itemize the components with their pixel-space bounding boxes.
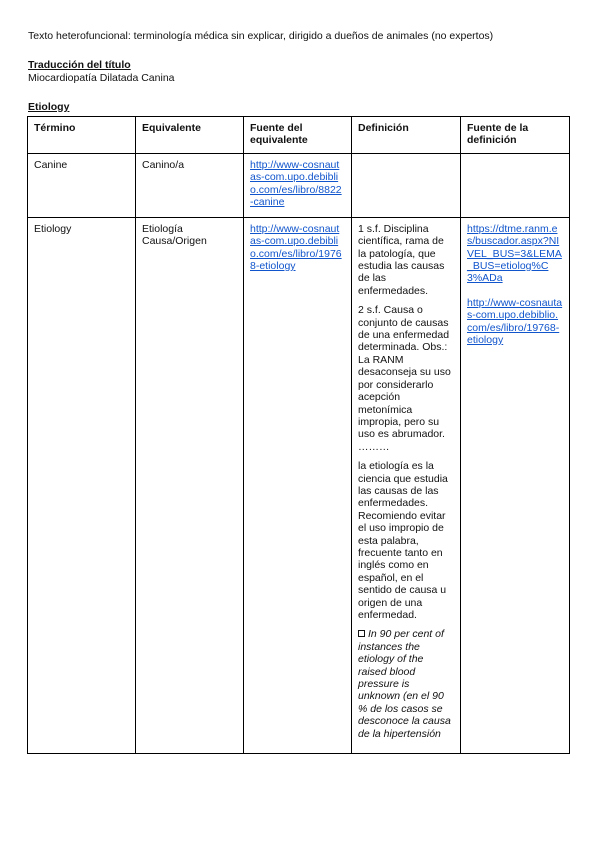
cell-definition [352, 153, 461, 217]
header-equivalent: Equivalente [136, 117, 244, 154]
title-translation-heading: Traducción del título [28, 59, 131, 71]
table-row [28, 217, 570, 753]
cell-equivalent-source [244, 217, 352, 753]
bullet-square-icon [358, 630, 365, 637]
cell-equivalent: Canino/a [136, 153, 244, 217]
table-header-row [28, 117, 570, 154]
cell-equivalent [136, 217, 244, 753]
equivalent-source-link[interactable]: http://www-cosnautas-com.upo.debiblio.com/es/libro/19768-etiology [250, 222, 342, 273]
definition-note: la etiología es la ciencia que estudia las causas de las enfermedades. Recomiendo evitar el uso impropio de esta palabra, frecuente tanto en inglés como en español, en el sentido de causa u origen de una enfermedad. [358, 460, 448, 621]
title-translation-value: Miocardiopatía Dilatada Canina [28, 72, 175, 84]
equivalent-line: Causa/Origen [142, 235, 207, 248]
cell-term: Etiology [28, 217, 136, 753]
definition-sense-2: 2 s.f. Causa o conjunto de causas de una enfermedad determinada. Obs.: La RANM desaconseja su uso por considerarlo acepción metonímica impropia, pero su uso es abrumador. [358, 304, 451, 441]
cell-term: Canine [28, 153, 136, 217]
header-term: Término [28, 117, 136, 154]
equivalent-line: Etiología [142, 222, 183, 235]
definition-source-link[interactable]: http://www-cosnautas-com.upo.debiblio.com/es/libro/19768-etiology [467, 296, 563, 347]
cell-equivalent-source [244, 153, 352, 217]
equivalent-source-link[interactable]: http://www-cosnautas-com.upo.debiblio.com/es/libro/8822-canine [250, 158, 342, 209]
table-row [28, 153, 570, 217]
glossary-table [27, 116, 570, 754]
definition-example-text: In 90 per cent of instances the etiology of the raised blood pressure is unknown (en el 90 % de los casos se desconoce la causa de la hipertensión [358, 628, 451, 740]
cell-definition-source [461, 217, 570, 753]
header-definition: Definición [352, 117, 461, 154]
definition-sense-1: 1 s.f. Disciplina científica, rama de la patología, que estudia las causas de las enfermedades. [358, 222, 445, 297]
cell-definition-source [461, 153, 570, 217]
header-equivalent-source: Fuente del equivalente [244, 117, 352, 154]
definition-ellipsis: ……… [358, 440, 390, 453]
header-definition-source: Fuente de la definición [461, 117, 570, 154]
intro-text: Texto heterofuncional: terminología médica sin explicar, dirigido a dueños de animales (no expertos) [28, 30, 494, 42]
definition-source-link[interactable]: https://dtme.ranm.es/buscador.aspx?NIVEL_BUS=3&LEMA_BUS=etiolog%C3%ADa [467, 222, 562, 285]
cell-definition [352, 217, 461, 753]
table-section-heading: Etiology [28, 101, 70, 113]
definition-example [358, 628, 454, 740]
